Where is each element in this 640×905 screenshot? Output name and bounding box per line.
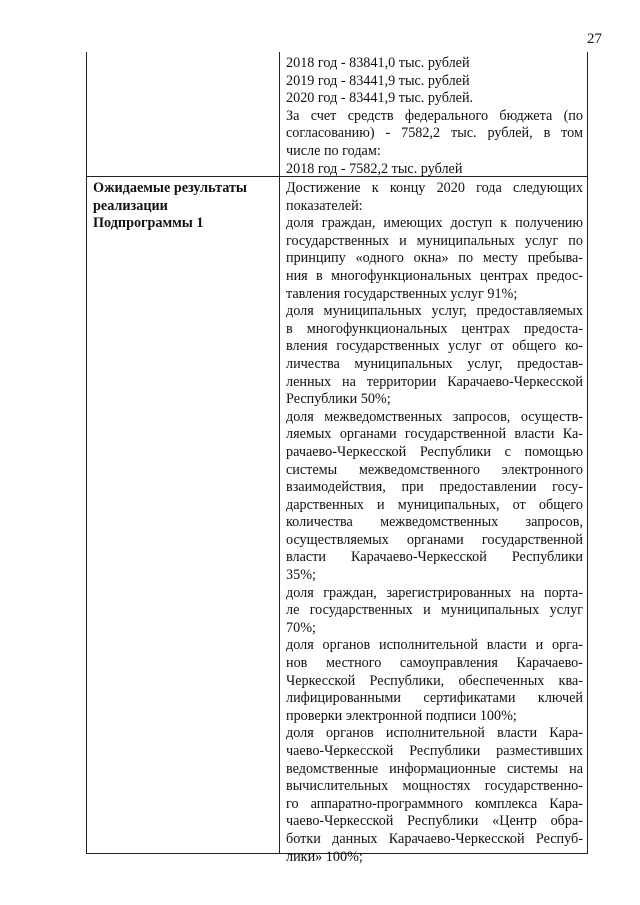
- results-line: лифицированными сертификатами ключей: [286, 690, 583, 707]
- results-line: чаево-Черкесской Республики «Центр обра-: [286, 813, 583, 830]
- results-label-cell: [93, 180, 273, 233]
- results-line: доля граждан, зарегистрированных на порта-: [286, 584, 583, 601]
- funding-line: 2019 год - 83441,9 тыс. рублей: [286, 72, 470, 89]
- results-line: дарственных и муниципальных, от общего: [286, 496, 583, 513]
- results-line: власти Карачаево-Черкесской Республики: [286, 549, 583, 566]
- results-line: государственных и муниципальных услуг по: [286, 232, 583, 249]
- results-line: 70%;: [286, 619, 316, 636]
- funding-line: 2020 год - 83441,9 тыс. рублей.: [286, 90, 474, 107]
- funding-line: 2018 год - 83841,0 тыс. рублей: [286, 55, 470, 71]
- results-line: рачаево-Черкесской Республики с помощью: [286, 443, 583, 460]
- results-line: в многофункциональных центрах предоста-: [286, 320, 583, 337]
- results-line: лики» 100%;: [286, 848, 363, 865]
- results-line: показателей:: [286, 197, 363, 214]
- page-number: 27: [587, 31, 602, 47]
- column-divider: [279, 52, 280, 853]
- results-line: вычислительных мощностях государственно-: [286, 778, 583, 795]
- results-line: нов местного самоуправления Карачаево-: [286, 655, 583, 672]
- results-line: го аппаратно-программного комплекса Кара-: [286, 795, 583, 812]
- results-line: ленных на территории Карачаево-Черкесской: [286, 373, 583, 390]
- results-line: чаево-Черкесской Республики разместивших: [286, 743, 583, 759]
- results-line: доля органов исполнительной власти Кара-: [286, 725, 583, 742]
- results-line: ляемых органами государственной власти Ка-: [286, 426, 583, 443]
- results-line: ле государственных и муниципальных услуг: [286, 602, 583, 619]
- results-line: осуществляемых органами государственной: [286, 531, 583, 548]
- results-line: принципу «одного окна» по месту пребыва-: [286, 250, 583, 267]
- results-line: доля межведомственных запросов, осуществ-: [286, 408, 583, 425]
- funding-line: За счет средств федерального бюджета (по: [286, 107, 583, 124]
- funding-line: числе по годам:: [286, 142, 381, 159]
- funding-line: согласованию) - 7582,2 тыс. рублей, в том: [286, 125, 583, 142]
- results-label-line: Подпрограммы 1: [93, 215, 204, 232]
- results-line: тавления государственных услуг 91%;: [286, 285, 518, 302]
- results-line: Достижение к концу 2020 года следующих: [286, 180, 583, 196]
- funding-line: 2018 год - 7582,2 тыс. рублей: [286, 160, 463, 177]
- results-line: проверки электронной подписи 100%;: [286, 707, 517, 724]
- results-line: 35%;: [286, 567, 316, 584]
- results-line: ния в многофункциональных центрах предос-: [286, 267, 583, 284]
- results-line: ведомственные информационные системы на: [286, 760, 583, 777]
- results-line: вления государственных услуг от общего ко-: [286, 338, 583, 355]
- results-line: доля граждан, имеющих доступ к получению: [286, 215, 583, 232]
- results-line: ботки данных Карачаево-Черкесской Респуб-: [286, 830, 583, 847]
- results-content-cell: [286, 180, 583, 866]
- results-line: Черкесской Республики, обеспеченных ква-: [286, 672, 583, 689]
- results-line: личества муниципальных услуг, предостав-: [286, 355, 583, 372]
- document-table: [86, 52, 588, 865]
- results-line: Республики 50%;: [286, 391, 391, 408]
- results-line: доля органов исполнительной власти и орга-: [286, 637, 583, 654]
- results-line: количества межведомственных запросов,: [286, 514, 583, 531]
- results-line: доля муниципальных услуг, предоставляемых: [286, 303, 583, 320]
- results-line: системы межведомственного электронного: [286, 461, 583, 478]
- results-label-line: Ожидаемые результаты: [93, 180, 247, 196]
- results-line: взаимодействия, при предоставлении госу-: [286, 479, 583, 496]
- funding-cell: [286, 55, 583, 178]
- results-label-line: реализации: [93, 197, 168, 214]
